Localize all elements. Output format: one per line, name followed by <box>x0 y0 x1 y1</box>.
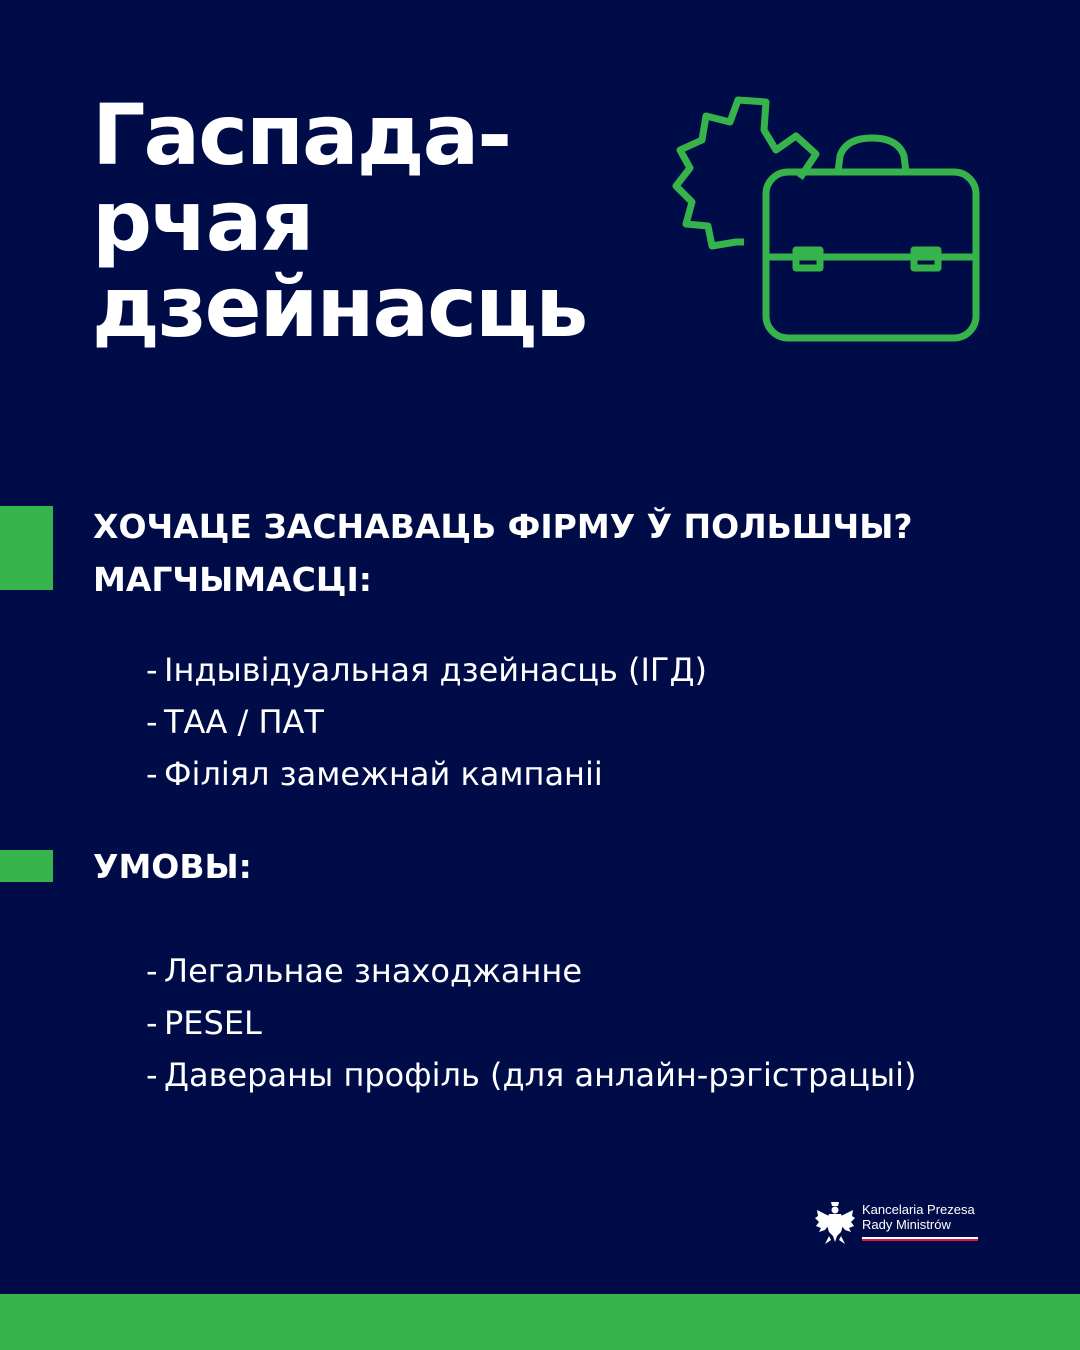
section1-list <box>146 644 707 800</box>
list-item: - PESEL <box>146 1004 262 1042</box>
section1-heading <box>93 500 913 606</box>
kprm-logo <box>815 1198 985 1250</box>
briefcase-icon <box>766 138 976 338</box>
flag-stripe <box>862 1237 978 1241</box>
section2-list <box>146 945 916 1101</box>
title-line-2: рчая <box>92 172 313 270</box>
list-item: - ТАА / ПАТ <box>146 703 324 741</box>
list-item: - Індывідуальная дзейнасць (ІГД) <box>146 651 707 689</box>
section1-heading-line-1: ХОЧАЦЕ ЗАСНАВАЦЬ ФІРМУ Ў ПОЛЬШЧЫ? <box>93 507 913 546</box>
polish-eagle-icon <box>815 1198 855 1246</box>
logo-text: Kancelaria Prezesa Rady Ministrów <box>862 1202 975 1232</box>
title-line-1: Гаспада- <box>92 86 511 184</box>
list-item: - Філіял замежнай кампаніі <box>146 755 603 793</box>
section2-heading: УМОВЫ: <box>93 847 252 886</box>
list-item: - Легальнае знаходжанне <box>146 952 583 990</box>
business-illustration <box>668 92 988 352</box>
title-line-3: дзейнасць <box>92 258 587 356</box>
page-title <box>92 86 587 356</box>
bottom-accent-band <box>0 1294 1080 1350</box>
section2-accent-bar <box>0 850 53 882</box>
list-item: - Даверaны профіль (для анлайн-рэгістрацыі) <box>146 1056 917 1094</box>
section1-accent-bar <box>0 506 53 590</box>
section1-heading-line-2: МАГЧЫМАСЦІ: <box>93 560 372 599</box>
